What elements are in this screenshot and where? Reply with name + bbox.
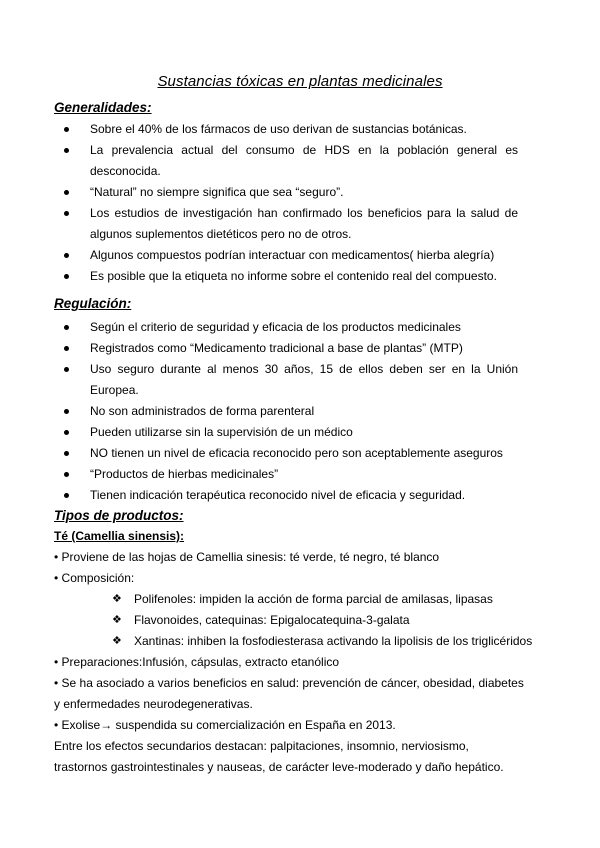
- list-item: “Productos de hierbas medicinales”: [54, 464, 518, 485]
- list-item: Tienen indicación terapéutica reconocido nivel de eficacia y seguridad.: [54, 485, 518, 506]
- list-item: ❖ Flavonoides, catequinas: Epigalocatequina-3-galata: [112, 610, 532, 631]
- list-item: Algunos compuestos podrían interactuar con medicamentos( hierba alegría): [54, 245, 518, 266]
- list-item: Los estudios de investigación han confirmado los beneficios para la salud de algunos suplementos dietéticos pero no de otros.: [54, 203, 518, 245]
- text-line: Entre los efectos secundarios destacan: palpitaciones, insomnio, nerviosismo,: [54, 739, 469, 753]
- section-heading-regulacion: Regulación:: [54, 296, 132, 311]
- text-line: y enfermedades neurodegenerativas.: [54, 697, 253, 711]
- list-item: ❖ Xantinas: inhiben la fosfodiesterasa activando la lipolisis de los triglicéridos: [112, 631, 532, 652]
- text-line: • Proviene de las hojas de Camellia sinesis: té verde, té negro, té blanco: [54, 550, 440, 564]
- list-item: Registrados como “Medicamento tradicional a base de plantas” (MTP): [54, 338, 518, 359]
- section-heading-tipos: Tipos de productos:: [54, 508, 184, 523]
- list-item: NO tienen un nivel de eficacia reconocido pero son aceptablemente aseguros: [54, 443, 518, 464]
- text-line: trastornos gastrointestinales y nauseas, de carácter leve-moderado y daño hepático.: [54, 760, 504, 774]
- list-item: Pueden utilizarse sin la supervisión de un médico: [54, 422, 518, 443]
- generalidades-list: [54, 119, 518, 287]
- list-item: Es posible que la etiqueta no informe sobre el contenido real del compuesto.: [54, 266, 518, 287]
- list-item: Uso seguro durante al menos 30 años, 15 de ellos deben ser en la Unión Europea.: [54, 359, 518, 401]
- text-line: • Composición:: [54, 571, 135, 585]
- text-line: • Se ha asociado a varios beneficios en salud: prevención de cáncer, obesidad, diabetes: [54, 676, 524, 690]
- text-line: • Preparaciones:Infusión, cápsulas, extracto etanólico: [54, 655, 340, 669]
- composicion-list: [112, 589, 532, 652]
- text-line: • Exolise→ suspendida su comercialización en España en 2013.: [54, 718, 396, 732]
- page-title: Sustancias tóxicas en plantas medicinales: [157, 73, 443, 90]
- list-item: La prevalencia actual del consumo de HDS en la población general es desconocida.: [54, 140, 518, 182]
- list-item: Según el criterio de seguridad y eficacia de los productos medicinales: [54, 317, 518, 338]
- list-item: “Natural” no siempre significa que sea “seguro”.: [54, 182, 518, 203]
- subheading-te: Té (Camellia sinensis):: [54, 529, 185, 543]
- list-item: No son administrados de forma parenteral: [54, 401, 518, 422]
- section-heading-generalidades: Generalidades:: [54, 100, 152, 115]
- regulacion-list: [54, 317, 518, 506]
- list-item: Sobre el 40% de los fármacos de uso derivan de sustancias botánicas.: [54, 119, 518, 140]
- list-item: ❖ Polifenoles: impiden la acción de forma parcial de amilasas, lipasas: [112, 589, 532, 610]
